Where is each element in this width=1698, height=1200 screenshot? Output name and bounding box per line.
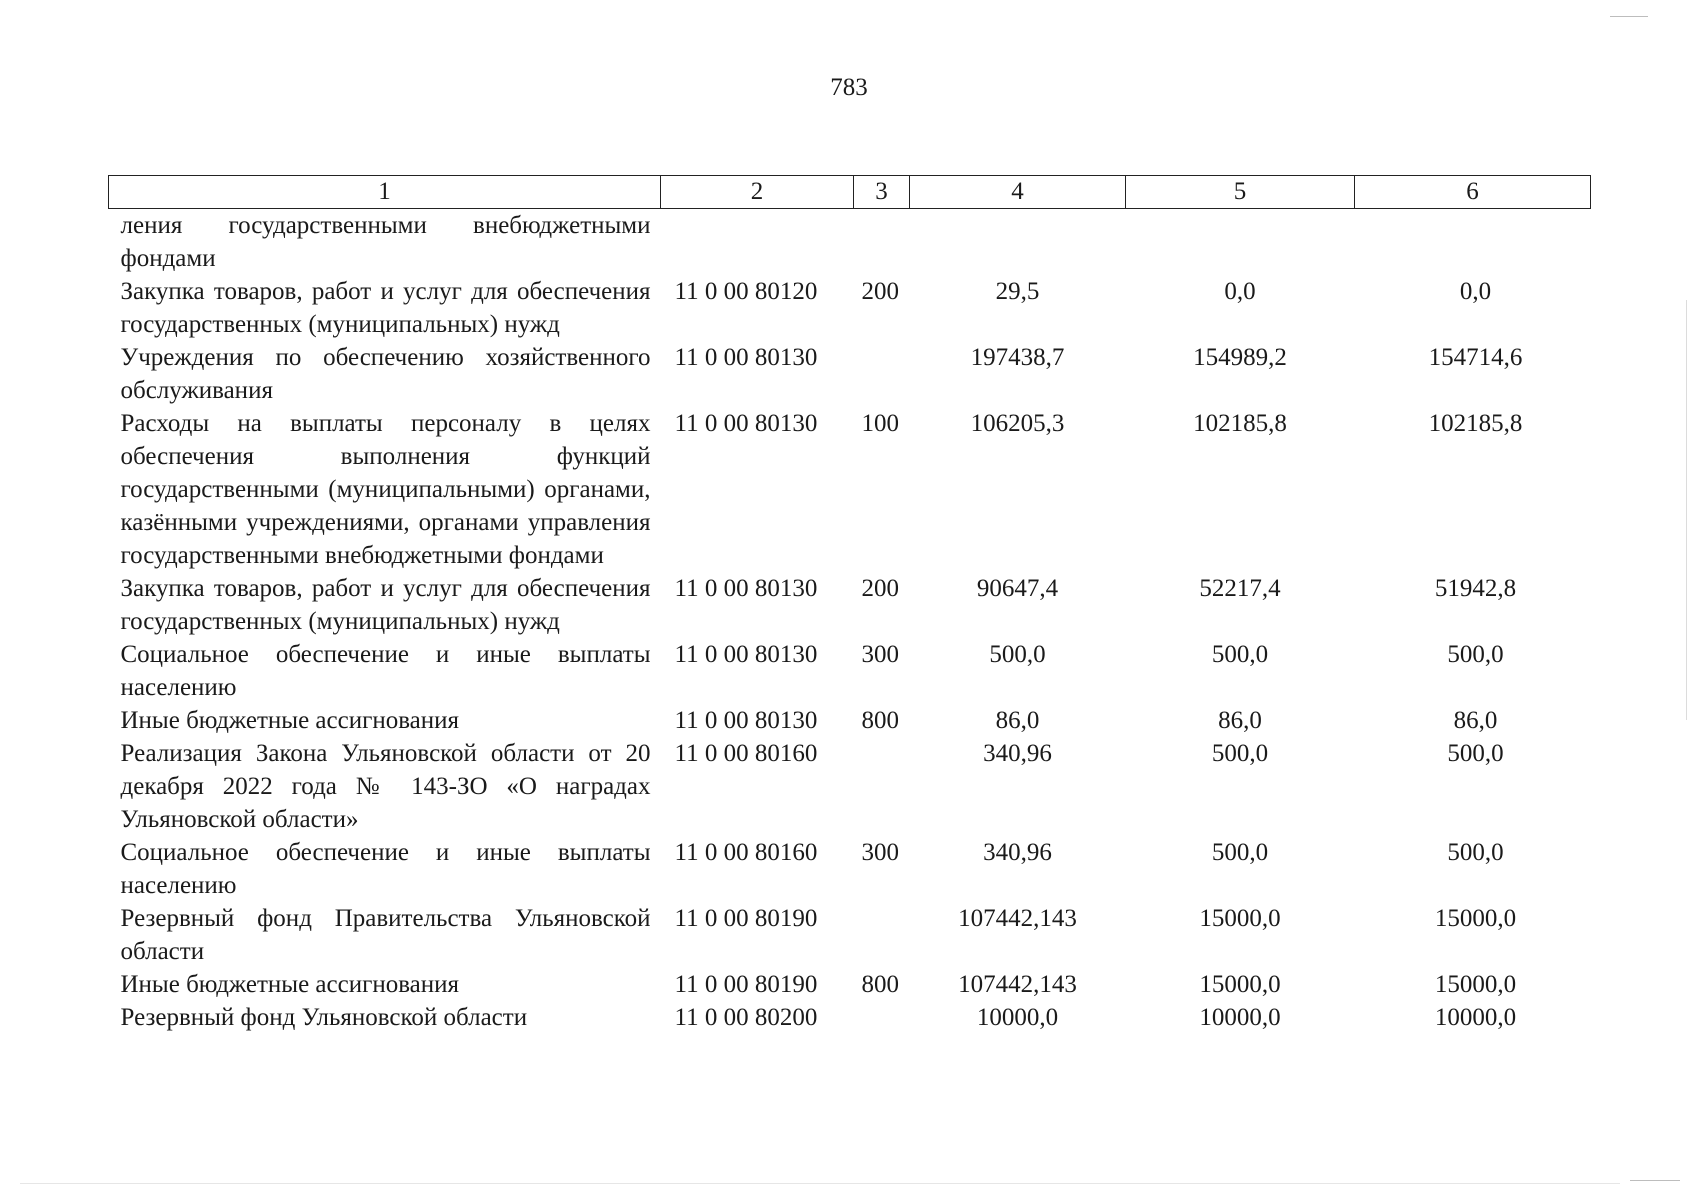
scan-artifact (1610, 16, 1648, 17)
column-header: 5 (1126, 176, 1355, 209)
column-header: 3 (854, 176, 910, 209)
row-name: Социальное обеспечение и иные выплаты населению (120, 839, 651, 899)
row-expense-type: 100 (861, 410, 899, 437)
row-code: 11 0 00 80130 (674, 344, 818, 371)
column-header: 6 (1355, 176, 1591, 209)
row-name: Резервный фонд Ульяновской области (120, 1004, 528, 1031)
row-name: Закупка товаров, работ и услуг для обеспечения государственных (муниципальных) нужд (120, 575, 651, 635)
table-row (109, 638, 1591, 704)
table-row (109, 1001, 1591, 1034)
row-expense-type: 200 (861, 575, 899, 602)
table-row (109, 407, 1591, 572)
row-value-year1 (910, 209, 1126, 276)
table-header-row (109, 176, 1591, 209)
column-header: 1 (109, 176, 661, 209)
row-value-year3: 10000,0 (1434, 1004, 1517, 1031)
row-value-year2: 10000,0 (1199, 1004, 1281, 1031)
row-value-year1: 500,0 (989, 641, 1046, 668)
table-row (109, 209, 1591, 276)
row-code (661, 209, 854, 276)
row-expense-type: 800 (861, 707, 899, 734)
row-name: Реализация Закона Ульяновской области от 20 декабря 2022 года № 143-ЗО «О наградах Ульяновской области» (120, 740, 651, 833)
scan-artifact (1630, 1180, 1680, 1181)
row-value-year1: 106205,3 (970, 410, 1065, 437)
row-name: Резервный фонд Правительства Ульяновской области (120, 905, 651, 965)
row-code: 11 0 00 80160 (674, 839, 818, 866)
row-code: 11 0 00 80120 (674, 278, 818, 305)
row-value-year2: 15000,0 (1199, 905, 1281, 932)
row-name: Учреждения по обеспечению хозяйственного обслуживания (120, 344, 651, 404)
row-name: Социальное обеспечение и иные выплаты населению (120, 641, 651, 701)
row-name: Расходы на выплаты персоналу в целях обеспечения выполнения функций государственными (муниципальными) органами, казёнными учреждениями, органами управления государственными внебюджетными фондами (120, 410, 651, 569)
row-name: Иные бюджетные ассигнования (120, 707, 460, 734)
page-number: 783 (830, 74, 868, 101)
row-value-year1: 10000,0 (976, 1004, 1059, 1031)
row-expense-type (854, 737, 910, 836)
table-row (109, 275, 1591, 341)
row-value-year1: 29,5 (995, 278, 1040, 305)
budget-table (108, 175, 1591, 1034)
scan-artifact (1686, 300, 1687, 720)
row-expense-type (854, 341, 910, 407)
row-value-year3: 0,0 (1459, 278, 1492, 305)
table-row (109, 704, 1591, 737)
row-name: Иные бюджетные ассигнования (120, 971, 460, 998)
row-code: 11 0 00 80130 (674, 410, 818, 437)
row-value-year3: 15000,0 (1434, 971, 1517, 998)
row-value-year3: 500,0 (1447, 839, 1504, 866)
row-value-year3: 500,0 (1447, 641, 1504, 668)
row-expense-type: 300 (861, 839, 899, 866)
row-value-year2: 154989,2 (1193, 344, 1287, 371)
table-row (109, 737, 1591, 836)
column-header: 2 (661, 176, 854, 209)
scan-artifact (20, 1183, 1620, 1184)
row-value-year3: 154714,6 (1428, 344, 1523, 371)
row-value-year3: 86,0 (1453, 707, 1498, 734)
row-value-year2: 500,0 (1211, 740, 1269, 767)
row-name: Закупка товаров, работ и услуг для обеспечения государственных (муниципальных) нужд (120, 278, 651, 338)
row-value-year2: 52217,4 (1199, 575, 1281, 602)
row-expense-type: 800 (861, 971, 899, 998)
row-expense-type (854, 1001, 910, 1034)
row-value-year3: 51942,8 (1434, 575, 1517, 602)
row-value-year1: 340,96 (983, 740, 1052, 767)
row-value-year2: 500,0 (1211, 839, 1269, 866)
row-value-year2: 86,0 (1218, 707, 1262, 734)
row-value-year3: 102185,8 (1428, 410, 1523, 437)
row-value-year3: 500,0 (1447, 740, 1504, 767)
row-value-year1: 197438,7 (970, 344, 1065, 371)
row-code: 11 0 00 80190 (674, 905, 818, 932)
row-value-year2: 500,0 (1211, 641, 1269, 668)
row-name: ления государственными внебюджетными фондами (120, 212, 651, 272)
row-value-year2: 102185,8 (1193, 410, 1287, 437)
row-value-year1: 107442,143 (958, 905, 1077, 932)
row-expense-type: 300 (861, 641, 899, 668)
row-value-year1: 86,0 (995, 707, 1040, 734)
row-value-year1: 90647,4 (976, 575, 1059, 602)
row-value-year1: 340,96 (983, 839, 1052, 866)
row-code: 11 0 00 80190 (674, 971, 818, 998)
row-code: 11 0 00 80130 (674, 641, 818, 668)
row-value-year1: 107442,143 (958, 971, 1077, 998)
row-code: 11 0 00 80130 (674, 575, 818, 602)
table-row (109, 902, 1591, 968)
table-row (109, 968, 1591, 1001)
row-code: 11 0 00 80130 (674, 707, 818, 734)
row-expense-type (854, 209, 910, 276)
column-header: 4 (910, 176, 1126, 209)
row-code: 11 0 00 80200 (674, 1004, 818, 1031)
table-row (109, 836, 1591, 902)
row-value-year3 (1355, 209, 1591, 276)
row-expense-type (854, 902, 910, 968)
table-row (109, 341, 1591, 407)
row-value-year2: 0,0 (1224, 278, 1256, 305)
table-row (109, 572, 1591, 638)
row-value-year3: 15000,0 (1434, 905, 1517, 932)
row-code: 11 0 00 80160 (674, 740, 818, 767)
row-expense-type: 200 (861, 278, 899, 305)
row-value-year2: 15000,0 (1199, 971, 1281, 998)
row-value-year2 (1126, 209, 1355, 276)
